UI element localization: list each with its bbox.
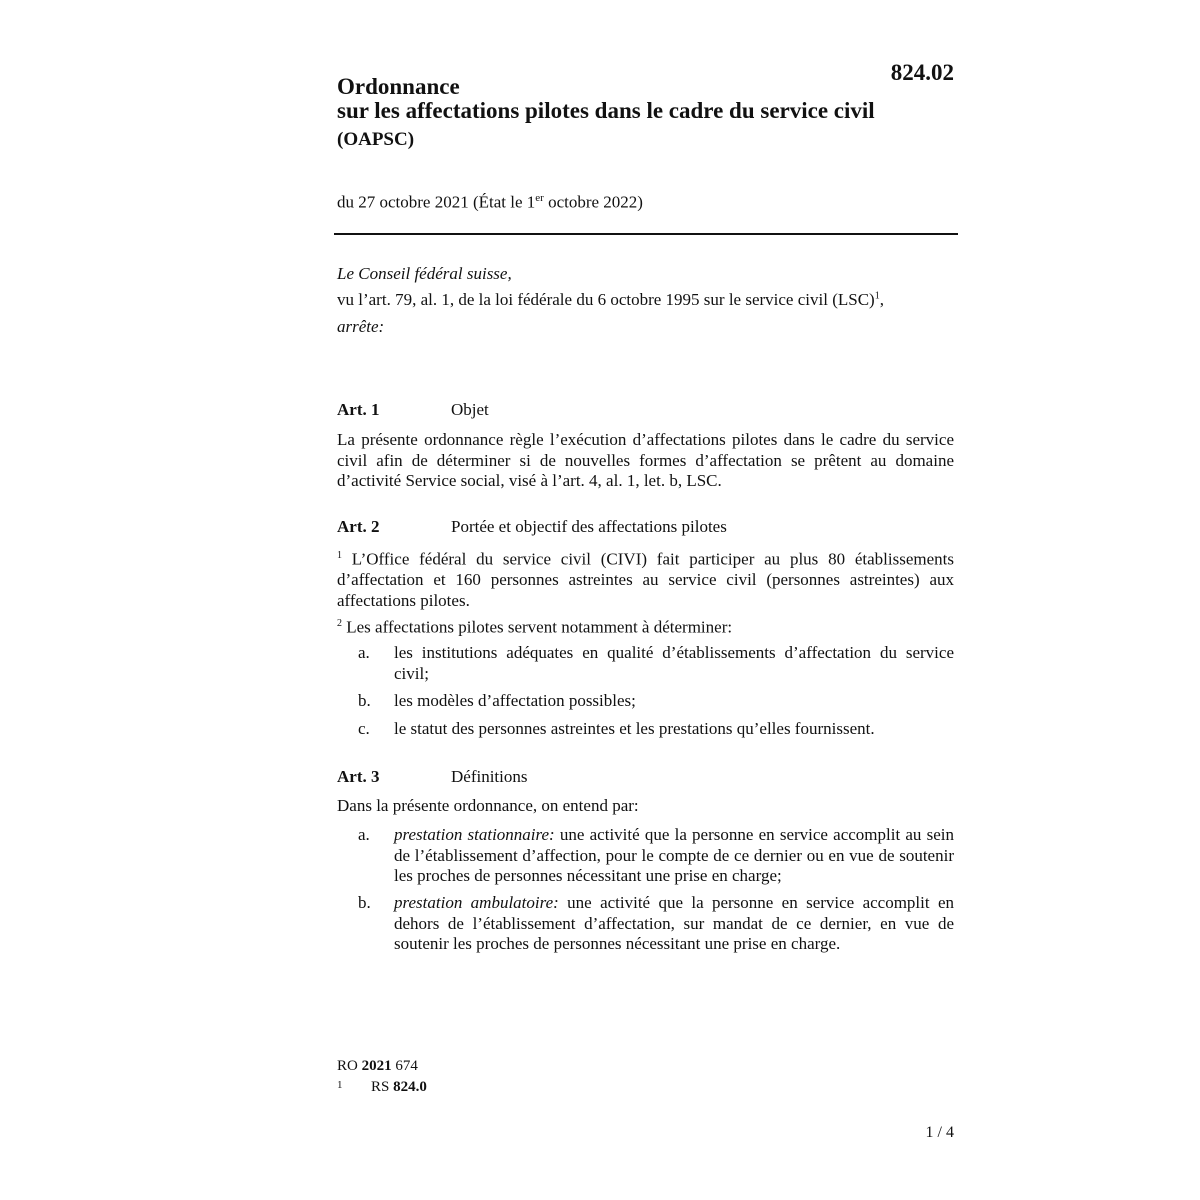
article-number: Art. 3 <box>337 767 380 786</box>
article-number: Art. 2 <box>337 517 380 536</box>
list-item <box>337 643 954 684</box>
footnote-reference[interactable]: 824.0 <box>393 1079 427 1095</box>
date-superscript: er <box>535 192 544 204</box>
footnote-number: 1 <box>337 1079 343 1091</box>
footnote-1 <box>337 1079 427 1096</box>
article-3-heading <box>337 767 528 787</box>
basis-end: , <box>879 290 884 309</box>
footnote-ref-1[interactable]: 1 <box>874 290 880 302</box>
article-1-heading <box>337 400 489 420</box>
item-text: les modèles d’affectation possibles; <box>394 691 636 710</box>
basis-text: vu l’art. 79, al. 1, de la loi fédérale du 6 octobre 1995 sur le service civil (LSC) <box>337 290 875 309</box>
title-line-1: Ordonnance <box>337 74 460 99</box>
defined-term: prestation stationnaire: <box>394 825 555 844</box>
ro-prefix: RO <box>337 1058 362 1074</box>
page-number: 1 / 4 <box>925 1124 954 1141</box>
article-1-text: La présente ordonnance règle l’exécution d’affectations pilotes dans le cadre du service civil afin de déterminer si de nouvelles formes d’affectation se prêtent au domaine d’activité Service social, visé à l’art. 4, al. 1, let. b, LSC. <box>337 430 954 490</box>
article-2-heading <box>337 517 727 537</box>
header-divider <box>334 233 958 235</box>
preamble-basis <box>337 290 884 310</box>
article-3-intro: Dans la présente ordonnance, on entend par: <box>337 796 639 815</box>
item-text <box>394 893 954 955</box>
item-text: les institutions adéquates en qualité d’établissements d’affectation du service civil; <box>394 643 954 683</box>
definition: une activité que la personne en service accomplit en dehors de l’établissement d’affectation, sur mandat de ce dernier, en vue de soutenir les proches de personnes nécessitant une prise en charge. <box>394 893 955 953</box>
article-title: Définitions <box>451 767 528 786</box>
paragraph-text: L’Office fédéral du service civil (CIVI) fait participer au plus 80 établissements d’affectation et 160 personnes astreintes au service civil (personnes astreintes) aux affectations pilotes. <box>337 549 954 610</box>
sr-number: 824.02 <box>890 60 954 85</box>
ro-year: 2021 <box>361 1058 392 1074</box>
title-line-2: sur les affectations pilotes dans le cadre du service civil <box>337 98 875 123</box>
item-letter: a. <box>358 643 370 662</box>
footnote-prefix: RS <box>371 1079 394 1095</box>
article-2-paragraph-2 <box>337 614 954 638</box>
date-prefix: du 27 octobre 2021 (État le 1 <box>337 192 536 212</box>
preamble-decree: arrête: <box>337 317 385 336</box>
item-letter: a. <box>358 825 370 844</box>
article-title: Portée et objectif des affectations pilotes <box>451 517 727 536</box>
item-letter: b. <box>358 893 371 912</box>
item-text <box>394 825 954 887</box>
article-title: Objet <box>451 400 489 419</box>
article-number: Art. 1 <box>337 400 380 419</box>
official-collection-reference <box>337 1058 418 1075</box>
date-suffix: octobre 2022) <box>543 192 643 212</box>
paragraph-number: 2 <box>337 618 342 629</box>
ro-page: 674 <box>391 1058 418 1074</box>
item-letter: c. <box>358 719 370 738</box>
enactment-date <box>337 192 643 213</box>
paragraph-text: Les affectations pilotes servent notamment à déterminer: <box>342 617 733 637</box>
preamble-authority: Le Conseil fédéral suisse, <box>337 264 512 283</box>
article-2-paragraph-1 <box>337 546 954 611</box>
title-abbreviation: (OAPSC) <box>337 129 415 150</box>
defined-term: prestation ambulatoire: <box>394 893 559 912</box>
list-item <box>337 825 954 887</box>
list-item <box>337 719 954 740</box>
definition: une activité que la personne en service accomplit au sein de l’établissement d’affection, pour le compte de ce dernier ou en vue de soutenir les proches de personnes nécessitant une prise en charge; <box>394 825 955 885</box>
item-letter: b. <box>358 691 371 710</box>
item-text: le statut des personnes astreintes et les prestations qu’elles fournissent. <box>394 719 875 738</box>
list-item <box>337 893 954 955</box>
paragraph-number: 1 <box>337 550 342 561</box>
list-item <box>337 691 954 712</box>
